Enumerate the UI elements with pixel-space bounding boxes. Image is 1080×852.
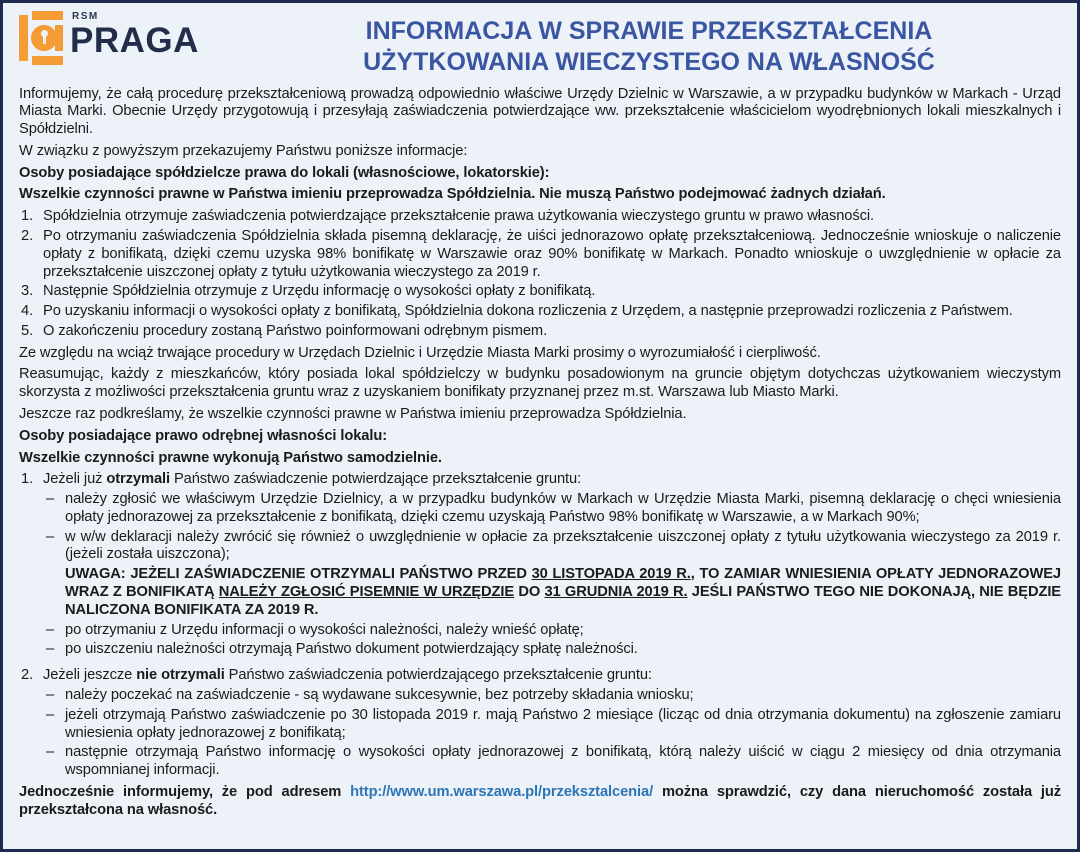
dash-item: – należy zgłosić we właściwym Urzędzie Dzielnicy, a w przypadku budynków w Markach w Urzędzie Miasta Marki, pisemną deklarację o chęci wniesienia opłaty jednorazowej za przekształcenie z bonifikatą, dzięki czemu uzyskają Państwo 98% bonifikatę w Warszawie, a w Markach 90%; xyxy=(46,491,1061,525)
list-item: 1. Spółdzielnia otrzymuje zaświadczenia potwierdzające przekształcenie prawa użytkowania wieczystego gruntu w prawo własności. xyxy=(21,208,875,225)
logo-praga-text: PRAGA xyxy=(70,21,199,61)
logo-rsm-text: RSM xyxy=(72,11,99,22)
summary-paragraph: Reasumując, każdy z mieszkańców, który posiada lokal spółdzielczy w budynku posadowionym na gruncie objętym dotychczas użytkowaniem wieczystym skorzysta z możliwości przekształcenia gruntu wraz z uzyskaniem bonifikaty przyznanej przez m.st. Warszawa lub Miasto Marki. xyxy=(19,366,1061,401)
dash-item: – w w/w deklaracji należy zwrócić się również o uwzględnienie w opłacie za przekształcenie uiszczonej opłaty z tytułu użytkowania wieczystego za 2019 r. (jeżeli została uiszczona); xyxy=(46,528,1061,563)
section2-subheading: Wszelkie czynności prawne wykonują Państwo samodzielnie. xyxy=(19,449,442,466)
page-title-line1: INFORMACJA W SPRAWIE PRZEKSZTAŁCENIA xyxy=(365,17,933,45)
repeat-paragraph: Jeszcze raz podkreślamy, że wszelkie czynności prawne w Państwa imieniu przeprowadza Spółdzielnia. xyxy=(19,406,687,422)
rsm-praga-logo xyxy=(19,8,237,65)
padlock-building-icon xyxy=(19,11,63,65)
section2-heading: Osoby posiadające prawo odrębnej własności lokalu: xyxy=(19,427,388,444)
dash-item: – po otrzymaniu z Urzędu informacji o wysokości należności, należy wnieść opłatę; xyxy=(46,621,584,638)
list-item: 3. Następnie Spółdzielnia otrzymuje z Urzędu informację o wysokości opłaty z bonifikatą. xyxy=(21,283,596,300)
page-title xyxy=(237,8,1061,79)
list-item: 2. Jeżeli jeszcze nie otrzymali Państwo zaświadczenia potwierdzającego przekształcenie gruntu: xyxy=(21,667,652,684)
list-item: 4. Po uzyskaniu informacji o wysokości opłaty z bonifikatą, Spółdzielnia dokona rozliczenia z Urzędem, a następnie przeprowadzi rozliczenia z Państwem. xyxy=(21,303,1013,320)
page-title-line2: UŻYTKOWANIA WIECZYSTEGO NA WŁASNOŚĆ xyxy=(363,48,935,77)
footer-paragraph: Jednocześnie informujemy, że pod adresem http://www.um.warszawa.pl/przeksztalcenia/ można sprawdzić, czy dana nieruchomość została już przekształcona na własność. xyxy=(19,783,1061,818)
section2-numbered-list xyxy=(19,471,1061,780)
dash-list xyxy=(43,622,1061,660)
dash-item: – po uiszczeniu należności otrzymają Państwo dokument potwierdzający spłatę należności. xyxy=(46,641,638,658)
dash-list xyxy=(43,491,1061,564)
dash-list xyxy=(43,687,1061,780)
keyhole-icon xyxy=(31,25,57,51)
intro-lead-in: W związku z powyższym przekazujemy Państwu poniższe informacje: xyxy=(19,142,468,159)
dash-item: – należy poczekać na zaświadczenie - są wydawane sukcesywnie, bez potrzeby składania wniosku; xyxy=(46,686,694,703)
patience-paragraph: Ze względu na wciąż trwające procedury w Urzędach Dzielnic i Urzędzie Miasta Marki prosimy o wyrozumiałość i cierpliwość. xyxy=(19,344,821,361)
section1-heading: Osoby posiadające spółdzielcze prawa do lokali (własnościowe, lokatorskie): xyxy=(19,164,550,181)
uwaga-warning-note: UWAGA: JEŻELI ZAŚWIADCZENIE OTRZYMALI PAŃSTWO PRZED 30 LISTOPADA 2019 R., TO ZAMIAR WNIESIENIA OPŁATY JEDNORAZOWEJ WRAZ Z BONIFIKATĄ NALEŻY ZGŁOSIĆ PISEMNIE W URZĘDZIE DO 31 GRUDNIA 2019 R. JEŚLI PAŃSTWO TEGO NIE DOKONAJĄ, NIE BĘDZIE NALICZONA BONIFIKATA ZA 2019 R. xyxy=(65,566,1062,618)
przeksztalcenia-url-link[interactable]: http://www.um.warszawa.pl/przeksztalcenia/ xyxy=(350,783,654,800)
dash-item: – następnie otrzymają Państwo informację o wysokości opłaty jednorazowej z bonifikatą, którą należy uiścić w ciągu 2 miesięcy od dnia otrzymania wspomnianej informacji. xyxy=(46,744,1061,779)
list-item: 5. O zakończeniu procedury zostaną Państwo poinformowani odrębnym pismem. xyxy=(21,322,548,339)
section1-numbered-list xyxy=(19,208,1061,340)
document-header xyxy=(19,8,1061,79)
list-item: 1. Jeżeli już otrzymali Państwo zaświadczenie potwierdzające przekształcenie gruntu: xyxy=(21,471,582,488)
intro-paragraph: Informujemy, że całą procedurę przekształceniową prowadzą odpowiednio właściwe Urzędy Dzielnic w Warszawie, a w przypadku budynków w Markach - Urząd Miasta Marki. Obecnie Urzędy przygotowują i przesyłają zaświadczenia potwierdzające ww. przekształcenie właścicielom wyodrębnionych lokali mieszkalnych i Spółdzielni. xyxy=(19,85,1061,138)
section1-subheading: Wszelkie czynności prawne w Państwa imieniu przeprowadza Spółdzielnia. Nie muszą Państwo podejmować żadnych działań. xyxy=(19,186,886,203)
dash-item: – jeżeli otrzymają Państwo zaświadczenie po 30 listopada 2019 r. mają Państwo 2 miesiące (licząc od dnia otrzymania dokumentu) na zgłoszenie zamiaru wniesienia opłaty jednorazowej z bonifikatą; xyxy=(46,706,1061,741)
list-item: 2. Po otrzymaniu zaświadczenia Spółdzielnia składa pisemną deklarację, że uiści jednorazowo opłatę przekształceniową. Jednocześnie wnioskuje o naliczenie opłaty z bonifikatą, dzięki czemu uzyska 98% bonifikatę w Warszawie oraz 90% bonifikatę w Markach. Ponadto wnioskuje o uwzględnienie w opłacie za przekształcenie uiszczonej opłaty z tytułu użytkowania wieczystego za 2019 r. xyxy=(21,227,1061,280)
